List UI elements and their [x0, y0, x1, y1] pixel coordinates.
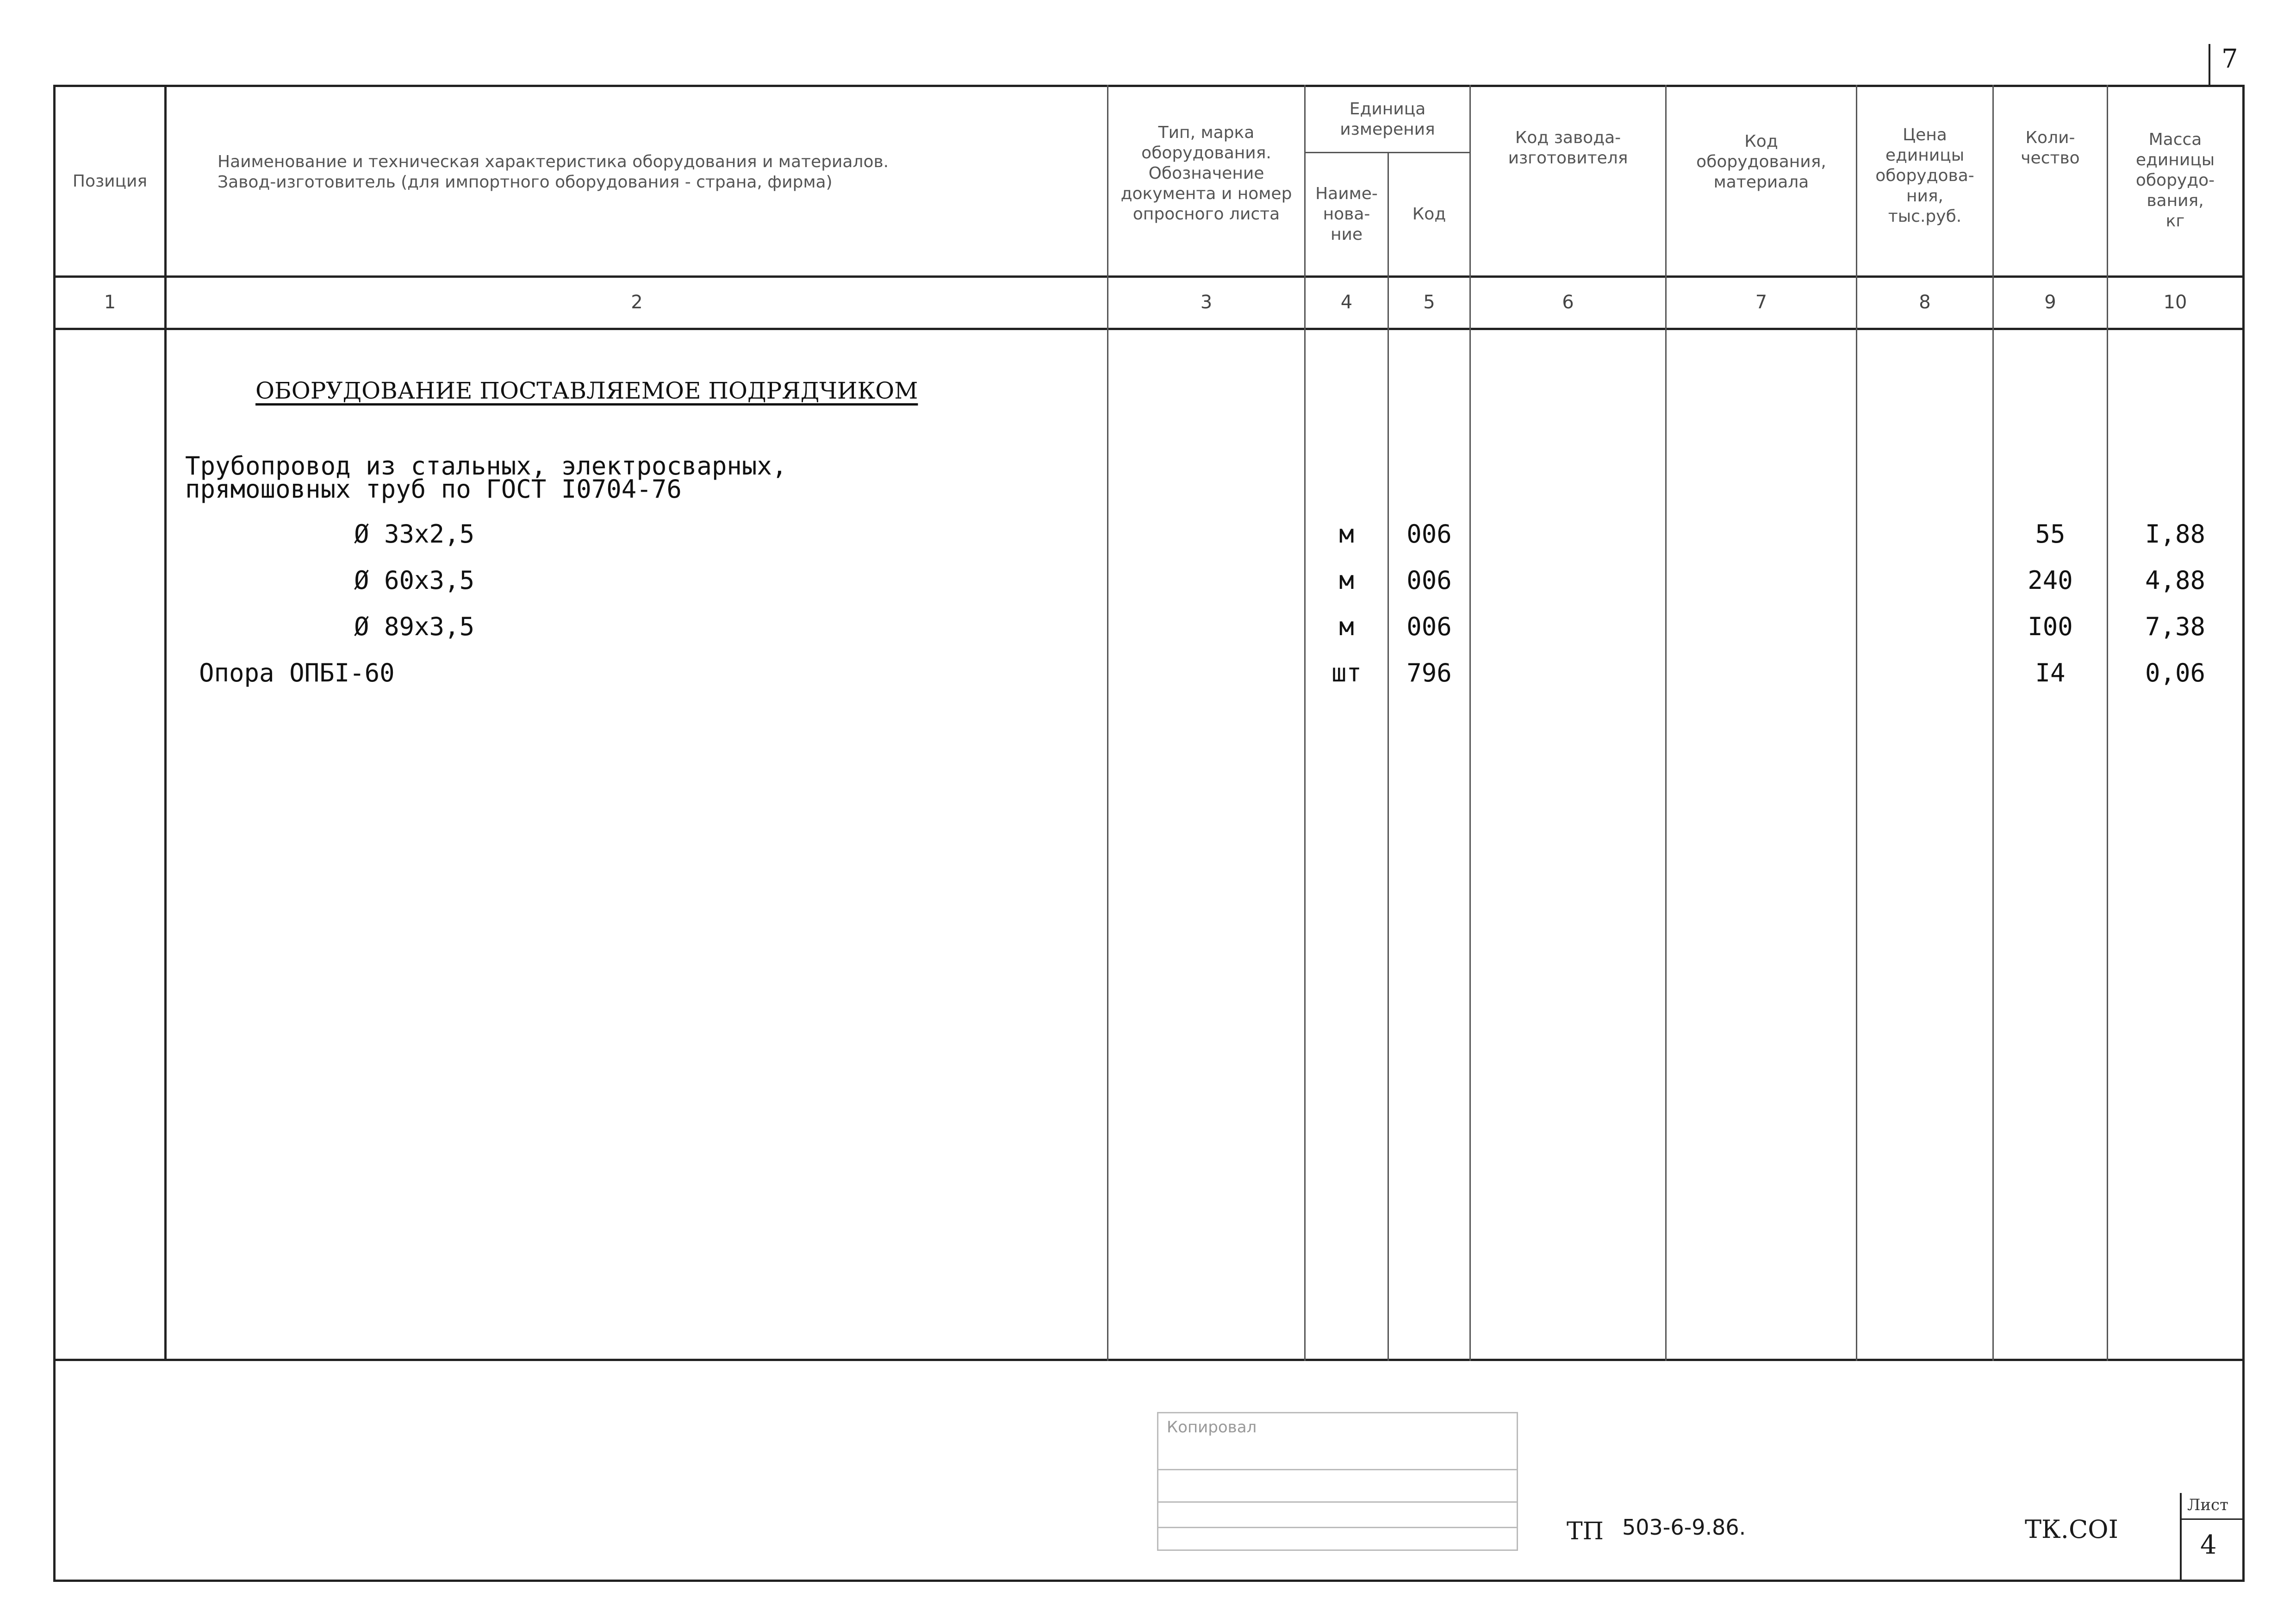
header-equipment-code: Код оборудования, материала: [1696, 132, 1826, 192]
column-number-3: 3: [1200, 292, 1213, 313]
section-title: ОБОРУДОВАНИЕ ПОСТАВЛЯЕМОЕ ПОДРЯДЧИКОМ: [255, 377, 918, 404]
col-rule-1: [164, 85, 167, 1361]
header-unit-group: Единица измерения: [1340, 100, 1435, 139]
row-2-unit: м: [1339, 566, 1354, 595]
project-number: 503-6-9.86.: [1622, 1515, 1746, 1540]
sheet-number: 4: [2200, 1530, 2217, 1560]
drawing-code: ТК.СОI: [2025, 1515, 2118, 1544]
col-rule-4: [1388, 152, 1389, 1361]
row-3-qty: I00: [2028, 612, 2073, 641]
row-2-qty: 240: [2028, 566, 2073, 595]
copy-stamp-label: Копировал: [1167, 1418, 1257, 1437]
row-1-code: 006: [1406, 519, 1452, 549]
row-3-unit: м: [1339, 612, 1354, 641]
row-4-qty: I4: [2035, 658, 2066, 687]
column-number-1: 1: [104, 292, 116, 313]
header-unit-price: Цена единицы оборудова- ния, тыс.руб.: [1875, 125, 1974, 226]
row-4-name: Опора ОПБI-60: [199, 658, 395, 687]
col-rule-5: [1469, 85, 1471, 1361]
header-quantity: Коли- чество: [2021, 128, 2080, 168]
col-rule-3: [1304, 85, 1306, 1361]
column-number-5: 5: [1423, 292, 1435, 313]
row-4-unit: шт: [1331, 658, 1362, 687]
copy-stamp: [1157, 1412, 1518, 1551]
column-number-6: 6: [1562, 292, 1574, 313]
header-unit-name: Наиме- нова- ние: [1315, 184, 1378, 244]
header-factory-code: Код завода- изготовителя: [1508, 128, 1628, 168]
sheet-box: [2180, 1493, 2242, 1580]
frame-right: [2242, 85, 2245, 1582]
column-number-7: 7: [1755, 292, 1767, 313]
sheet-label: Лист: [2187, 1496, 2228, 1514]
header-name: Наименование и техническая характеристика оборудования и материалов. Завод-изготовитель (для импортного оборудования - страна, фирма): [218, 152, 889, 192]
stamp-rule-1: [1158, 1469, 1517, 1470]
row-3-mass: 7,38: [2145, 612, 2206, 641]
row-1-qty: 55: [2035, 519, 2066, 549]
header-position: Позиция: [72, 171, 148, 191]
col-rule-6: [1665, 85, 1667, 1361]
col-rule-9: [2107, 85, 2108, 1361]
body-bottom-rule: [53, 1359, 2245, 1361]
row-3-code: 006: [1406, 612, 1452, 641]
corner-page-number: 7: [2221, 44, 2238, 74]
column-number-9: 9: [2044, 292, 2056, 313]
column-number-4: 4: [1340, 292, 1353, 313]
row-4-code: 796: [1406, 658, 1452, 687]
row-2-code: 006: [1406, 566, 1452, 595]
header-unit-code: Код: [1412, 205, 1446, 224]
description-line-1: Трубопровод из стальных, электросварных,: [185, 451, 787, 481]
sheet-box-divider: [2182, 1518, 2242, 1520]
stamp-rule-3: [1158, 1527, 1517, 1528]
column-number-rule: [53, 328, 2245, 330]
header-unit-mass: Масса единицы оборудо- вания, кг: [2135, 130, 2215, 231]
row-1-name: Ø 33х2,5: [354, 519, 475, 549]
column-number-8: 8: [1919, 292, 1931, 313]
header-bottom-rule: [53, 275, 2245, 278]
header-type: Тип, марка оборудования. Обозначение документа и номер опросного листа: [1120, 123, 1292, 224]
column-number-2: 2: [631, 292, 643, 313]
col-rule-2: [1107, 85, 1108, 1361]
row-1-mass: I,88: [2145, 519, 2206, 549]
frame-bottom: [53, 1580, 2245, 1582]
col-rule-8: [1992, 85, 1994, 1361]
corner-divider: [2209, 44, 2210, 86]
row-4-mass: 0,06: [2145, 658, 2206, 687]
row-3-name: Ø 89х3,5: [354, 612, 475, 641]
col-rule-7: [1856, 85, 1857, 1361]
project-prefix: ТП: [1567, 1518, 1604, 1545]
row-2-name: Ø 60х3,5: [354, 566, 475, 595]
description-line-2: прямошовных труб по ГОСТ I0704-76: [185, 475, 682, 504]
row-1-unit: м: [1339, 519, 1354, 549]
row-2-mass: 4,88: [2145, 566, 2206, 595]
column-number-10: 10: [2163, 292, 2187, 313]
stamp-rule-2: [1158, 1501, 1517, 1503]
